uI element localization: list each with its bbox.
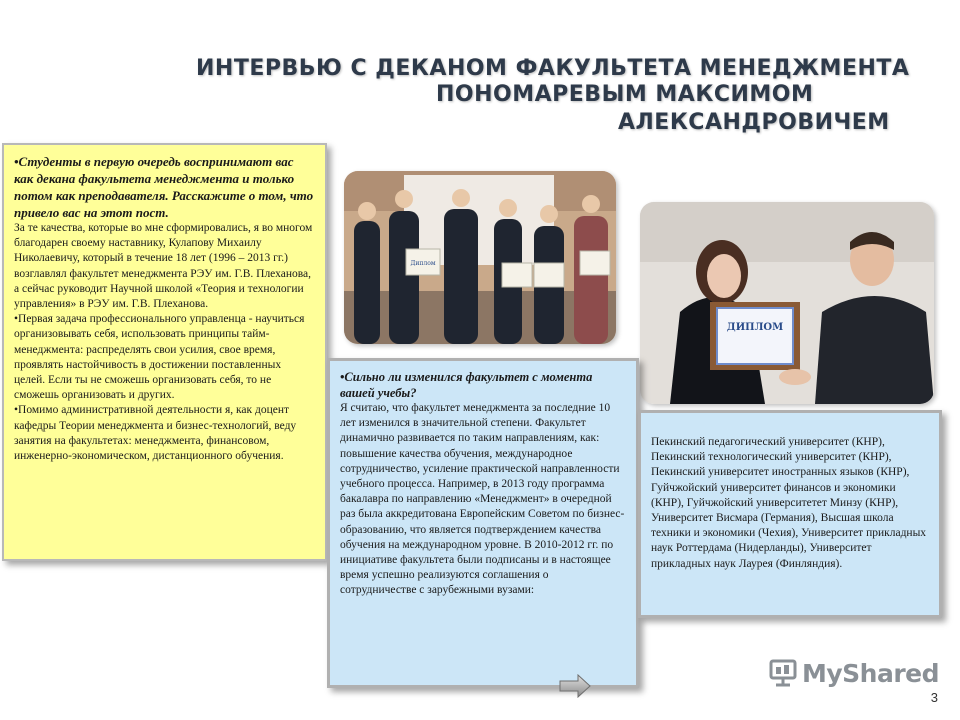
answer-1-paragraph-3: •Помимо административной деятельности я, как доцент кафедры Теории менеджмента и бизнес-технологий, веду занятия на факультетах: менеджмента, финансовом, инженерно-экономическом, дистанционного обучения. <box>14 404 297 463</box>
answer-1-paragraph-2: •Первая задача профессионального управленца - научиться организовывать себя, использовать принципы тайм-менеджмента: распределять свои усилия, свое время, проявлять настойчивость в достижении поставленных целей. Если ты не сможешь организовать себя, то не сможешь организовать и других. <box>14 313 305 402</box>
arrow-right-icon <box>558 674 592 698</box>
partner-universities-list: Пекинский педагогический университет (КНР), Пекинский технологический университет (КНР), Пекинский университет иностранных языков (КНР), Гуйчжойский университет финансов и экономики (КНР), Гуйчжойский университетет Минзу (КНР), Университет Висмара (Германия), Высшая школа техники и экономики (Чехия), Университет прикладных наук Роттердама (Нидерланды), Университет прикладных наук Лаурея (Финляндия). <box>651 436 927 570</box>
next-slide-arrow-button[interactable] <box>558 674 592 702</box>
interview-question-box-1 <box>2 143 327 561</box>
diploma-label-1: Диплом <box>410 260 436 267</box>
diploma-label-2: ДИПЛОМ <box>726 322 784 333</box>
presentation-board-icon <box>768 658 798 688</box>
partner-universities-box <box>638 410 942 618</box>
title-line-3: АЛЕКСАНДРОВИЧЕМ <box>618 110 890 135</box>
interview-question-box-2 <box>327 358 639 688</box>
handshake-photo <box>640 202 934 404</box>
title-line-2: ПОНОМАРЕВЫМ МАКСИМОМ <box>436 82 814 107</box>
logo-text: MyShared <box>802 658 940 688</box>
answer-2: Я считаю, что факультет менеджмента за последние 10 лет изменился в значительной степени. Факультет динамично развивается по таким направлениям, как: повышение качества обучения, международное сотрудничество, усиление практической направленности учебного процесса. Например, в 2013 году программа бакалавра по направлению «Менеджмент» в очередной раз была аккредитована Европейским Советом по бизнес-образованию, что является подтверждением качества обучения на международном уровне. В 2010-2012 гг. по инициативе факультета были подписаны и в настоящее время успешно реализуются соглашения о сотрудничестве с зарубежными вузами: <box>340 402 625 597</box>
title-line-1: ИНТЕРВЬЮ С ДЕКАНОМ ФАКУЛЬТЕТА МЕНЕДЖМЕНТА <box>196 56 910 81</box>
answer-1-paragraph-1: За те качества, которые во мне сформировались, я во многом благодарен своему наставнику, Кулапову Михаилу Николаевичу, который в течение 18 лет (1996 – 2013 гг.) возглавлял факультет менеджмента РЭУ им. Г.В. Плеханова, а сейчас руководит Научной школой «Теория и технологии управления» в РЭУ им. Г.В. Плеханова. <box>14 222 313 311</box>
myshared-logo <box>768 656 939 690</box>
question-1: •Студенты в первую очередь воспринимают вас как декана факультета менеджмента и только потом как преподавателя. Расскажите о том, что привело вас на этот пост. <box>14 154 314 220</box>
question-2: •Сильно ли изменился факультет с момента вашей учебы? <box>340 370 593 400</box>
group-photo <box>344 171 616 344</box>
page-number: 3 <box>930 690 938 705</box>
